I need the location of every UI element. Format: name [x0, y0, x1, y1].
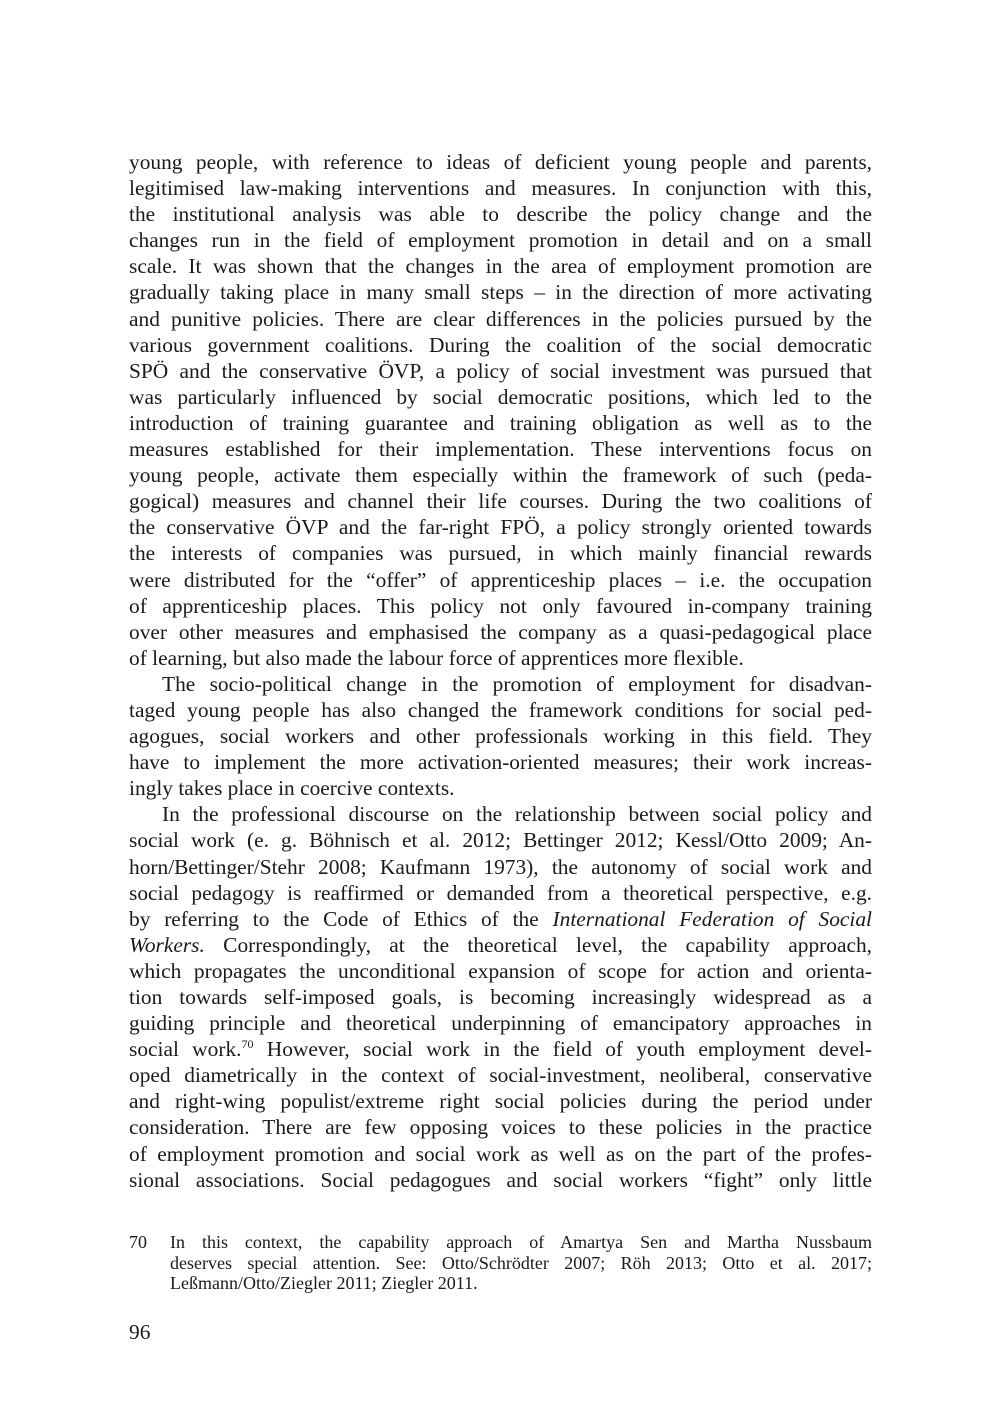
text-line: [129, 906, 872, 932]
footnote-reference[interactable]: 70: [241, 1037, 254, 1052]
text-line: have to implement the more activation-oriented measures; their work increas-: [129, 750, 872, 775]
text-line: guiding principle and theoretical underpinning of emancipatory approaches in: [129, 1011, 872, 1036]
text-line: of apprenticeship places. This policy not only favoured in-company training: [129, 593, 872, 618]
text-line: introduction of training guarantee and training obligation as well as to the: [129, 410, 872, 435]
text-line: various government coalitions. During the coalition of the social democratic: [129, 332, 872, 357]
text-line: [129, 1036, 872, 1062]
text-line: of learning, but also made the labour force of apprentices more flexible.: [129, 645, 744, 670]
text-line: young people, activate them especially within the framework of such (peda-: [129, 463, 872, 488]
text-segment: Correspondingly, at the theoretical level, the capability approach,: [223, 932, 872, 957]
text-line: of employment promotion and social work as well as on the part of the profes-: [129, 1141, 872, 1166]
page-number: 96: [129, 1320, 151, 1344]
paragraph-3: [129, 801, 872, 1192]
text-line: [129, 932, 872, 958]
text-line: social work (e. g. Böhnisch et al. 2012; Bettinger 2012; Kessl/Otto 2009; An-: [129, 828, 872, 853]
text-line: and right-wing populist/extreme right social policies during the period under: [129, 1089, 872, 1114]
text-line: sional associations. Social pedagogues and social workers “fight” only little: [129, 1167, 872, 1192]
text-line: In the professional discourse on the relationship between social policy and: [162, 802, 872, 827]
paragraph-2: [129, 671, 872, 801]
text-line: agogues, social workers and other professionals working in this field. They: [129, 724, 872, 749]
footnote-line: deserves special attention. See: Otto/Schrödter 2007; Röh 2013; Otto et al. 2017;: [170, 1252, 872, 1273]
footnote: [129, 1232, 872, 1294]
text-line: which propagates the unconditional expansion of scope for action and orienta-: [129, 958, 872, 983]
footnote-number: 70: [129, 1232, 147, 1252]
text-line: gradually taking place in many small steps – in the direction of more activating: [129, 280, 872, 305]
footnote-line: In this context, the capability approach of Amartya Sen and Martha Nussbaum: [170, 1232, 872, 1252]
text-line: over other measures and emphasised the company as a quasi-pedagogical place: [129, 619, 872, 644]
text-line: the conservative ÖVP and the far-right FPÖ, a policy strongly oriented towards: [129, 515, 872, 540]
text-line: tion towards self-imposed goals, is becoming increasingly widespread as a: [129, 985, 872, 1009]
text-line: were distributed for the “offer” of apprenticeship places – i.e. the occupation: [129, 567, 872, 592]
text-segment: by referring to the Code of Ethics of the: [129, 906, 539, 931]
text-line: horn/Bettinger/Stehr 2008; Kaufmann 1973), the autonomy of social work and: [129, 854, 872, 879]
text-line: and punitive policies. There are clear differences in the policies pursued by the: [129, 306, 872, 331]
text-segment: social work.: [129, 1037, 242, 1062]
text-line: social pedagogy is reaffirmed or demanded from a theoretical perspective, e.g.: [129, 880, 872, 905]
text-line: was particularly influenced by social democratic positions, which led to the: [129, 384, 872, 409]
paragraph-1: [129, 149, 872, 671]
text-line: measures established for their implementation. These interventions focus on: [129, 437, 872, 462]
footnote-text: [170, 1232, 872, 1294]
text-line: legitimised law-making interventions and measures. In conjunction with this,: [129, 176, 872, 201]
text-line: gogical) measures and channel their life courses. During the two coalitions of: [129, 489, 872, 514]
footnote-line: Leßmann/Otto/Ziegler 2011; Ziegler 2011.: [170, 1273, 478, 1293]
italic-title: Workers.: [129, 932, 205, 957]
italic-title: International Federation of Social: [552, 906, 872, 931]
text-line: oped diametrically in the context of social-investment, neoliberal, conservative: [129, 1063, 872, 1088]
text-line: the interests of companies was pursued, in which mainly financial rewards: [129, 541, 872, 566]
text-line: scale. It was shown that the changes in the area of employment promotion are: [129, 254, 872, 279]
text-line: The socio-political change in the promotion of employment for disadvan-: [162, 671, 872, 696]
text-line: changes run in the field of employment promotion in detail and on a small: [129, 228, 872, 253]
text-line: ingly takes place in coercive contexts.: [129, 776, 455, 801]
text-segment: However, social work in the field of youth employment devel-: [266, 1037, 872, 1062]
text-line: SPÖ and the conservative ÖVP, a policy of social investment was pursued that: [129, 358, 872, 383]
text-line: the institutional analysis was able to describe the policy change and the: [129, 202, 872, 227]
body-text: [129, 149, 872, 1193]
text-line: young people, with reference to ideas of deficient young people and parents,: [129, 150, 872, 174]
text-line: consideration. There are few opposing voices to these policies in the practice: [129, 1115, 872, 1140]
text-line: taged young people has also changed the framework conditions for social ped-: [129, 697, 872, 722]
